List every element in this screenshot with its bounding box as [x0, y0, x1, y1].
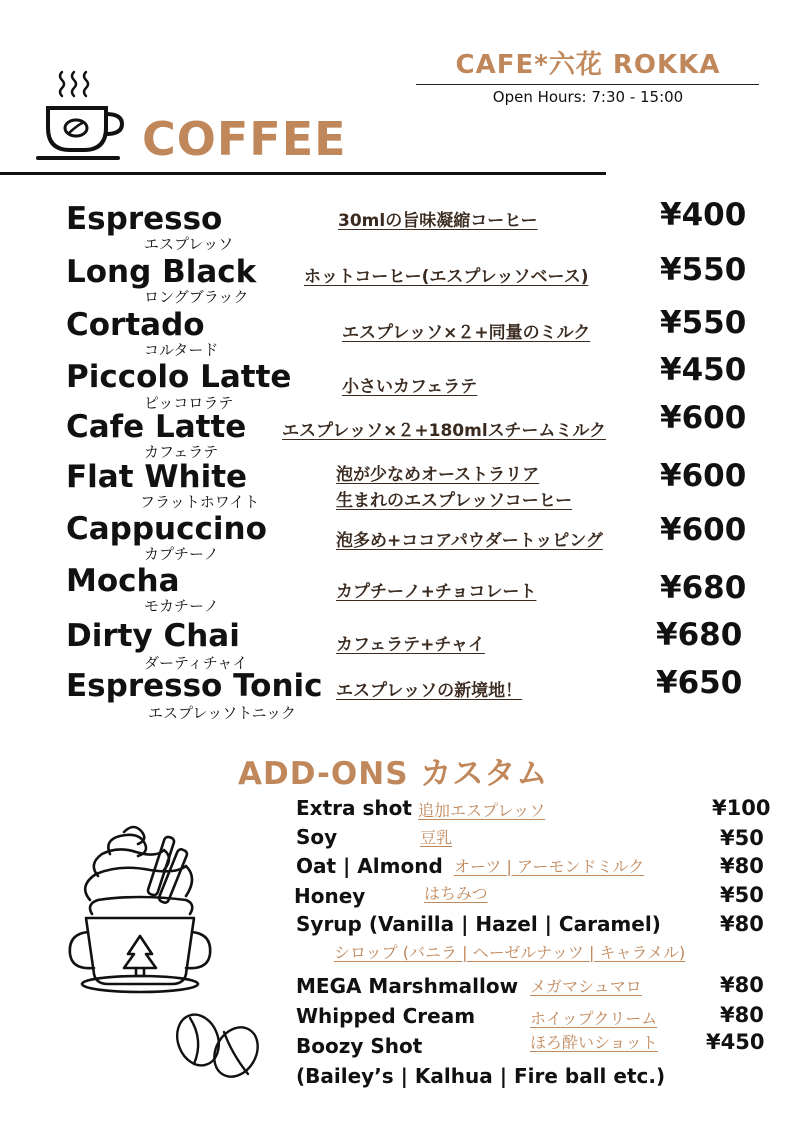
addon-description: 追加エスプレッソ: [418, 801, 546, 820]
menu-item-price: ¥550: [660, 252, 747, 288]
menu-item-description: ホットコーヒー(エスプレッソベース): [304, 267, 589, 287]
menu-item-description: 30mlの旨味凝縮コーヒー: [338, 211, 538, 231]
addon-name: Syrup (Vanilla | Hazel | Caramel): [296, 912, 661, 936]
menu-item-kana: ロングブラック: [144, 288, 249, 306]
menu-item-kana: カフェラテ: [144, 443, 219, 461]
menu-item-price: ¥680: [660, 570, 747, 606]
menu-item-kana: ダーティチャイ: [144, 654, 248, 672]
menu-item-name: Dirty Chai: [66, 618, 240, 654]
addon-price: ¥80: [720, 973, 764, 997]
addon-name: Boozy Shot: [296, 1034, 423, 1058]
addon-description: メガマシュマロ: [530, 977, 642, 996]
menu-item-name: Piccolo Latte: [66, 359, 292, 395]
menu-item-name: Espresso Tonic: [66, 668, 323, 704]
addon-description: ホイップクリーム: [530, 1009, 658, 1028]
menu-item-kana: エスプレッソ: [144, 235, 234, 253]
menu-item-price: ¥600: [660, 400, 747, 436]
addon-description: 豆乳: [420, 828, 453, 847]
open-hours: Open Hours: 7:30 - 15:00: [492, 88, 684, 106]
menu-item-description-line2: 生まれのエスプレッソコーヒー: [336, 491, 573, 511]
section-title-coffee: COFFEE: [142, 112, 347, 166]
menu-item-name: Mocha: [66, 563, 180, 599]
menu-item-kana: モカチーノ: [144, 597, 219, 615]
addon-note: (Bailey’s | Kalhua | Fire ball etc.): [296, 1064, 666, 1088]
menu-item-kana: フラットホワイト: [140, 493, 260, 511]
addon-description: シロップ (バニラ | ヘーゼルナッツ | キャラメル): [334, 943, 686, 962]
menu-item-description: 泡多め+ココアパウダートッピング: [336, 531, 603, 551]
addon-price: ¥80: [720, 912, 764, 936]
menu-item-name: Espresso: [66, 201, 223, 237]
addon-price: ¥100: [712, 796, 771, 820]
menu-item-description: カプチーノ+チョコレート: [336, 582, 537, 602]
addon-description: オーツ | アーモンドミルク: [454, 857, 645, 876]
menu-item-kana: コルタード: [144, 341, 219, 359]
cafe-name: CAFE*六花 ROKKA: [455, 50, 721, 80]
section-divider: [0, 172, 606, 175]
menu-item-description: 小さいカフェラテ: [342, 377, 478, 397]
addon-price: ¥80: [720, 854, 764, 878]
menu-item-name: Flat White: [66, 459, 248, 495]
menu-item-name: Long Black: [66, 254, 257, 290]
menu-item-kana: エスプレッソトニック: [148, 704, 297, 722]
addon-price: ¥450: [706, 1030, 765, 1054]
menu-item-price: ¥600: [660, 458, 747, 494]
menu-item-name: Cafe Latte: [66, 409, 247, 445]
menu-item-price: ¥550: [660, 305, 747, 341]
header-divider: [416, 84, 759, 85]
menu-item-description: エスプレッソ×２+同量のミルク: [342, 323, 591, 343]
menu-item-name: Cappuccino: [66, 511, 267, 547]
addon-price: ¥50: [720, 826, 764, 850]
addon-name: Oat | Almond: [296, 854, 443, 878]
whipped-drink-mug-illustration: [64, 818, 220, 994]
addon-name: Soy: [296, 825, 338, 849]
menu-item-kana: ピッコロラテ: [144, 394, 234, 412]
addon-name: Extra shot: [296, 796, 412, 820]
menu-item-price: ¥450: [660, 352, 747, 388]
coffee-cup-icon: [34, 66, 126, 170]
addon-name: Whipped Cream: [296, 1004, 476, 1028]
menu-item-price: ¥400: [660, 197, 747, 233]
addon-price: ¥50: [720, 883, 764, 907]
addon-price: ¥80: [720, 1003, 764, 1027]
section-title-addons: ADD-ONS カスタム: [238, 756, 549, 792]
menu-item-price: ¥600: [660, 512, 747, 548]
menu-item-description: エスプレッソ×２+180mlスチームミルク: [282, 421, 606, 441]
coffee-beans-illustration: [170, 1010, 266, 1084]
addon-name: Honey: [294, 884, 366, 908]
addon-description: ほろ酔いショット: [530, 1033, 658, 1052]
menu-item-description: カフェラテ+チャイ: [336, 635, 485, 655]
addon-description: はちみつ: [424, 884, 488, 903]
menu-item-price: ¥650: [656, 665, 743, 701]
menu-item-price: ¥680: [656, 617, 743, 653]
menu-item-description: 泡が少なめオーストラリア: [336, 465, 540, 485]
menu-item-name: Cortado: [66, 307, 205, 343]
menu-item-kana: カプチーノ: [144, 545, 219, 563]
addon-name: MEGA Marshmallow: [296, 974, 519, 998]
menu-item-description: エスプレッソの新境地！: [336, 681, 523, 701]
